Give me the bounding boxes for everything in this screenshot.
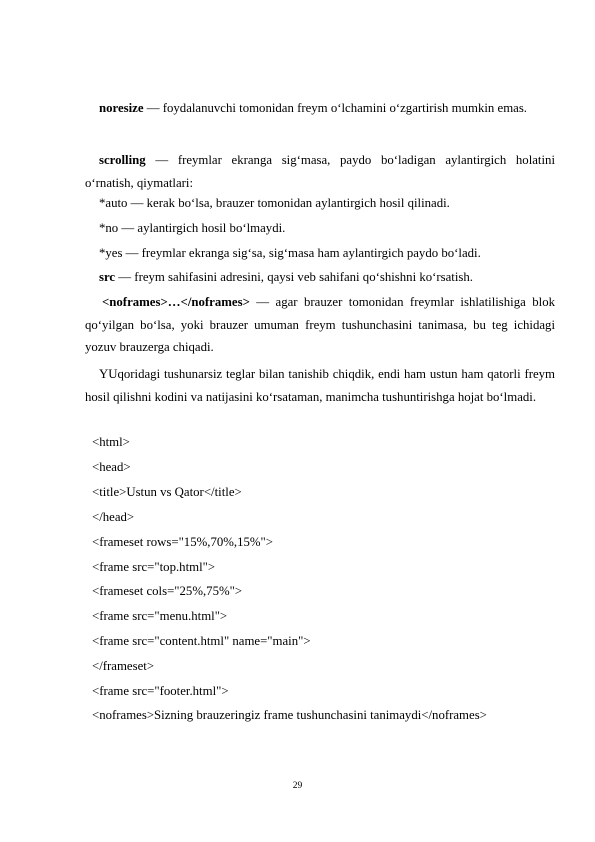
code-line: <frame src="content.html" name="main"> <box>92 634 311 648</box>
code-line: <frame src="footer.html"> <box>92 684 229 698</box>
scrolling-option-auto: *auto — kerak bo‘lsa, brauzer tomonidan aylantirgich hosil qilinadi. <box>99 196 450 210</box>
paragraph-src-text: — freym sahifasini adresini, qaysi veb sahifani qo‘shishni ko‘rsatish. <box>115 270 473 284</box>
code-line: <frameset cols="25%,75%"> <box>92 584 243 598</box>
code-line: <frameset rows="15%,70%,15%"> <box>92 535 273 549</box>
scrolling-option-yes: *yes — freymlar ekranga sig‘sa, sig‘masa ham aylantirgich paydo bo‘ladi. <box>99 246 481 260</box>
page-number: 29 <box>292 781 303 791</box>
paragraph-intro-code: YUqoridagi tushunarsiz teglar bilan tanishib chiqdik, endi ham ustun ham qatorli freym hosil qilishni kodini va natijasini ko‘rsataman, manimcha tushuntirishga hojat bo‘lmadi. <box>85 367 555 404</box>
paragraph-scrolling <box>85 149 555 194</box>
scrolling-option-no: *no — aylantirgich hosil bo‘lmaydi. <box>99 221 286 235</box>
code-line: <html> <box>92 435 130 449</box>
paragraph-noresize-text: — foydalanuvchi tomonidan freym o‘lchamini o‘zgartirish mumkin emas. <box>143 101 528 115</box>
term-scrolling: scrolling <box>99 153 146 167</box>
term-noresize: noresize <box>99 101 144 115</box>
paragraph-scrolling-text: — freymlar ekranga sig‘masa, paydo bo‘ladigan aylantirgich holatini o‘rnatish, qiymatlari: <box>85 153 555 190</box>
paragraph-noframes-text: — agar brauzer tomonidan freymlar ishlatilishiga blok qo‘yilgan bo‘lsa, yoki brauzer umuman freym tushunchasini tanimasa, bu teg ichidagi yozuv brauzerga chiqadi. <box>85 295 555 355</box>
term-src: src <box>99 270 116 284</box>
code-line: <frame src="menu.html"> <box>92 609 228 623</box>
code-line: <frame src="top.html"> <box>92 560 216 574</box>
paragraph-noframes <box>85 291 555 359</box>
code-line: </head> <box>92 510 135 524</box>
code-line: <head> <box>92 460 131 474</box>
term-noframes: <noframes>…</noframes> <box>102 295 250 309</box>
code-line: <noframes>Sizning brauzeringiz frame tushunchasini tanimaydi</noframes> <box>92 708 487 722</box>
paragraph-noresize <box>85 97 555 120</box>
code-line: </frameset> <box>92 659 155 673</box>
code-line: <title>Ustun vs Qator</title> <box>92 485 242 499</box>
